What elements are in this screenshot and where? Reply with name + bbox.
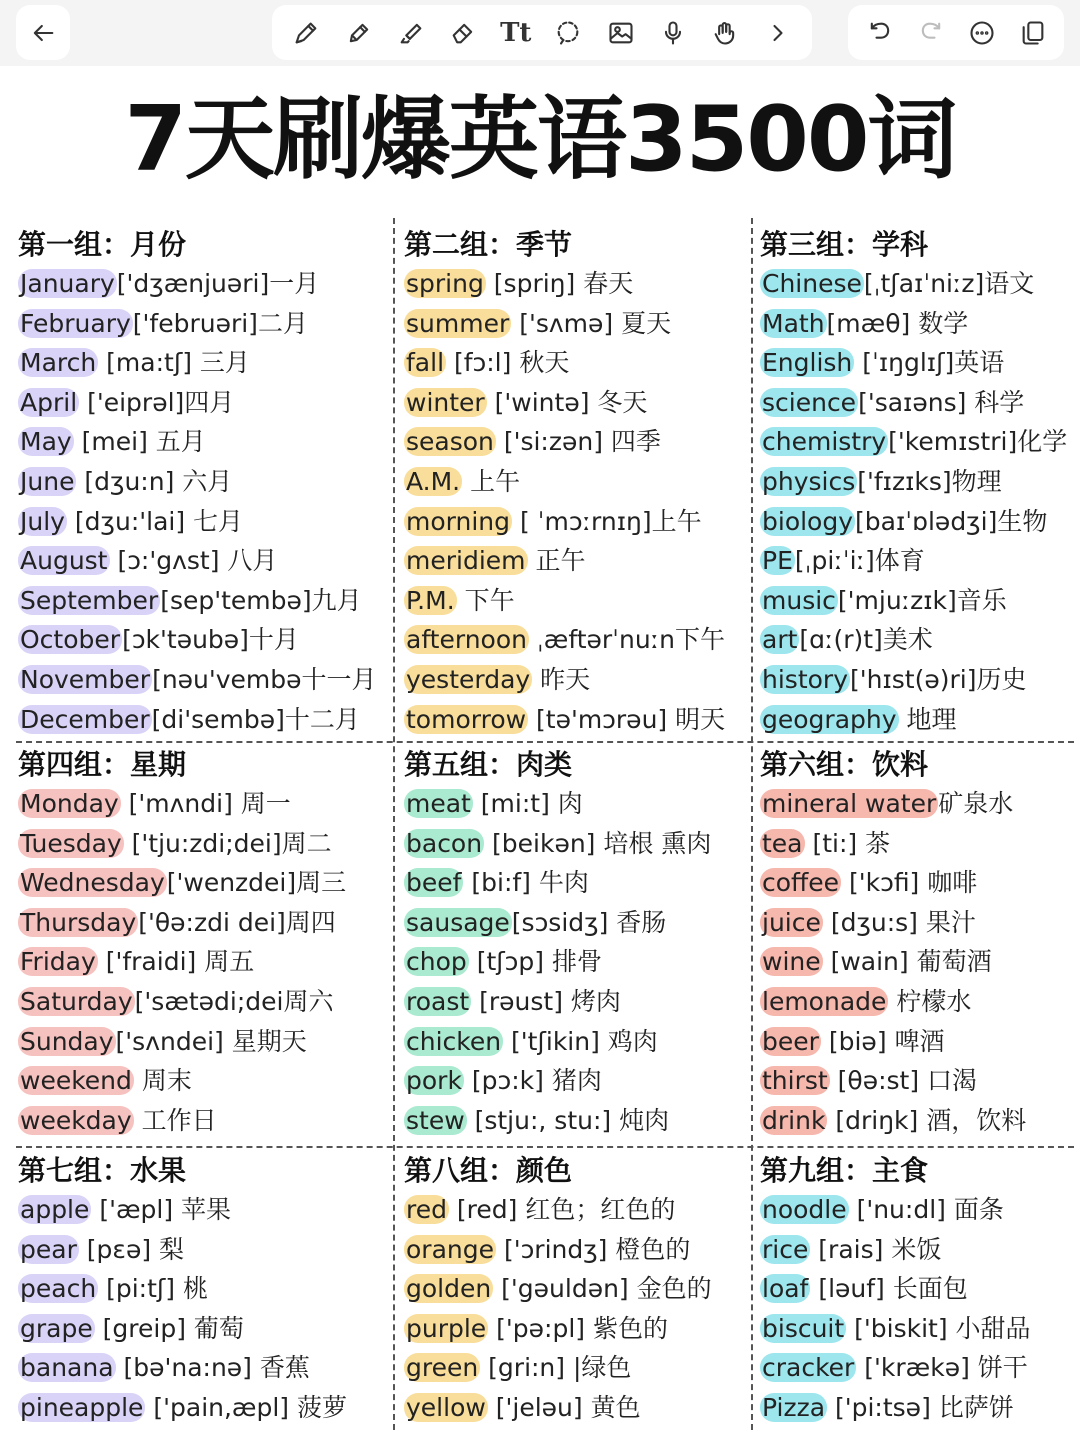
- english-word: meridiem: [406, 546, 526, 576]
- lasso-icon[interactable]: [548, 13, 588, 53]
- phonetic-and-meaning: [wain] 葡萄酒: [822, 947, 992, 977]
- vocab-entry: [18, 903, 390, 943]
- english-word: November: [20, 664, 151, 694]
- group-months: [18, 222, 390, 739]
- english-word: cracker: [762, 1353, 855, 1383]
- vocab-entry: [760, 903, 1074, 943]
- phonetic-and-meaning: [mei] 五月: [73, 427, 206, 457]
- vocab-entry: [760, 863, 1074, 903]
- group-drinks: [760, 742, 1074, 1140]
- phonetic-and-meaning: ['eiprəl]四月: [79, 387, 235, 417]
- english-word: Pizza: [762, 1392, 826, 1422]
- english-word: June: [20, 466, 75, 496]
- english-word: March: [20, 348, 97, 378]
- english-word: winter: [406, 387, 485, 417]
- word-list: [760, 784, 1074, 1140]
- vocab-entry: [18, 502, 390, 542]
- english-word: lemonade: [762, 986, 887, 1016]
- vocab-entry: [760, 1348, 1074, 1388]
- english-word: spring: [406, 269, 484, 298]
- phonetic-and-meaning: [mæθ] 数学: [826, 308, 969, 338]
- word-list: [404, 1190, 749, 1428]
- vocab-entry: [404, 1388, 749, 1428]
- vocab-entry: [18, 1309, 390, 1349]
- english-word: beer: [762, 1026, 819, 1056]
- group-title: 第三组：学科: [760, 228, 929, 261]
- phonetic-and-meaning: [baɪˈɒlədʒi]生物: [855, 506, 1048, 536]
- english-word: Wednesday: [20, 868, 165, 898]
- english-word: pork: [406, 1066, 462, 1096]
- english-word: August: [20, 546, 108, 576]
- vocab-entry: [404, 1061, 749, 1101]
- marker-icon[interactable]: [339, 13, 379, 53]
- vocab-entry: [404, 541, 749, 581]
- pen-icon[interactable]: [286, 13, 326, 53]
- group-title: 第一组：月份: [18, 228, 187, 261]
- phonetic-and-meaning: [red] 红色；红色的: [448, 1195, 676, 1224]
- phonetic-and-meaning: 昨天: [532, 664, 591, 694]
- vocab-entry: [18, 863, 390, 903]
- english-word: purple: [406, 1313, 487, 1343]
- vocab-entry: [760, 982, 1074, 1022]
- phonetic-and-meaning: ['pə:pl] 紫色的: [488, 1313, 668, 1343]
- phonetic-and-meaning: ˌæftərˈnuːn下午: [528, 625, 726, 655]
- vocab-entry: [760, 343, 1074, 383]
- english-word: peach: [20, 1274, 97, 1304]
- word-list: [18, 1190, 390, 1428]
- vocab-entry: [760, 1022, 1074, 1062]
- vocab-entry: [404, 1269, 749, 1309]
- vocab-entry: [404, 660, 749, 700]
- english-word: mineral water: [762, 789, 937, 818]
- english-word: tomorrow: [406, 704, 527, 734]
- vocab-entry: [404, 1101, 749, 1141]
- vocab-entry: [404, 343, 749, 383]
- phonetic-and-meaning: [di'sembə]十二月: [151, 704, 360, 734]
- english-word: red: [406, 1195, 447, 1224]
- group-title: 第九组：主食: [760, 1154, 929, 1187]
- english-word: music: [762, 585, 836, 615]
- vocab-entry: [18, 824, 390, 864]
- phonetic-and-meaning: 地理: [898, 704, 957, 734]
- vocab-entry: [404, 502, 749, 542]
- word-list: [18, 264, 390, 739]
- group-meats: [404, 742, 749, 1140]
- vocab-entry: [18, 1230, 390, 1270]
- group-title: 第七组：水果: [18, 1154, 187, 1187]
- phonetic-and-meaning: ['pi:tsə] 比萨饼: [827, 1392, 1014, 1422]
- phonetic-and-meaning: [rəust] 烤肉: [471, 986, 621, 1016]
- phonetic-and-meaning: [ˌpiːˈiː]体育: [794, 546, 925, 576]
- english-word: bacon: [406, 828, 483, 858]
- vocab-entry: [18, 660, 390, 700]
- vocab-entry: [18, 1388, 390, 1428]
- vocab-entry: [404, 581, 749, 621]
- group-title: 第五组：肉类: [404, 748, 573, 781]
- phonetic-and-meaning: [sɔsidʒ] 香肠: [511, 907, 667, 937]
- phonetic-and-meaning: ['krækə] 饼干: [856, 1353, 1028, 1383]
- english-word: biscuit: [762, 1313, 845, 1343]
- phonetic-and-meaning: ['sætədi;dei周六: [134, 986, 334, 1016]
- group-seasons: [404, 222, 749, 739]
- vocab-entry: [18, 581, 390, 621]
- word-list: [404, 784, 749, 1140]
- phonetic-and-meaning: ['ɔrindʒ] 橙色的: [496, 1234, 691, 1264]
- phonetic-and-meaning: [bi:f] 牛肉: [463, 868, 589, 898]
- english-word: history: [762, 664, 848, 694]
- word-list: [760, 264, 1074, 739]
- vocab-entry: [760, 1388, 1074, 1428]
- vocab-entry: [404, 903, 749, 943]
- redo-icon[interactable]: [911, 13, 951, 53]
- english-word: coffee: [762, 868, 840, 898]
- vocabulary-grid: [10, 218, 1074, 1430]
- phonetic-and-meaning: [fɔ:l] 秋天: [446, 348, 570, 378]
- vocab-entry: [18, 462, 390, 502]
- image-icon[interactable]: [601, 13, 641, 53]
- phonetic-and-meaning: [driŋk] 酒，饮料: [827, 1105, 1027, 1135]
- english-word: yellow: [406, 1392, 486, 1422]
- phonetic-and-meaning: ['æpl] 苹果: [91, 1195, 232, 1224]
- vocab-entry: [404, 422, 749, 462]
- phonetic-and-meaning: ['wenzdei]周三: [166, 868, 347, 898]
- vocab-entry: [18, 383, 390, 423]
- english-word: English: [762, 348, 853, 378]
- phonetic-and-meaning: ['jeləu] 黄色: [487, 1392, 641, 1422]
- english-word: science: [762, 387, 857, 417]
- english-word: afternoon: [406, 625, 527, 655]
- english-word: chop: [406, 947, 467, 977]
- column-divider: [393, 218, 395, 1430]
- vocab-entry: [760, 1101, 1074, 1141]
- english-word: art: [762, 625, 798, 655]
- vocab-entry: [760, 620, 1074, 660]
- phonetic-and-meaning: ['kɔfi] 咖啡: [841, 868, 978, 898]
- action-palette: [848, 5, 1064, 60]
- phonetic-and-meaning: 上午: [462, 466, 521, 496]
- vocab-entry: [18, 541, 390, 581]
- undo-icon[interactable]: [860, 13, 900, 53]
- english-word: loaf: [762, 1274, 809, 1304]
- phonetic-and-meaning: [θə:st] 口渴: [829, 1066, 978, 1096]
- english-word: October: [20, 625, 121, 655]
- english-word: rice: [762, 1234, 809, 1264]
- phonetic-and-meaning: ['θə:zdi dei]周四: [138, 907, 336, 937]
- vocab-entry: [18, 1348, 390, 1388]
- vocab-entry: [18, 1190, 390, 1230]
- group-title: 第二组：季节: [404, 228, 573, 261]
- phonetic-and-meaning: [bə'na:nə] 香蕉: [115, 1353, 310, 1383]
- english-word: morning: [406, 506, 510, 536]
- vocab-entry: [18, 264, 390, 304]
- vocab-entry: [760, 581, 1074, 621]
- phonetic-and-meaning: ['wintə] 冬天: [486, 387, 648, 417]
- phonetic-and-meaning: [dʒu:s] 果汁: [822, 907, 976, 937]
- phonetic-and-meaning: ['sʌmə] 夏天: [511, 308, 672, 338]
- vocab-entry: [760, 824, 1074, 864]
- vocab-entry: [404, 620, 749, 660]
- vocab-entry: [404, 863, 749, 903]
- vocab-entry: [18, 304, 390, 344]
- word-list: [18, 784, 390, 1140]
- english-word: Saturday: [20, 986, 133, 1016]
- microphone-icon[interactable]: [653, 13, 693, 53]
- english-word: noodle: [762, 1195, 847, 1224]
- vocab-entry: [18, 982, 390, 1022]
- group-weekdays: [18, 742, 390, 1140]
- phonetic-and-meaning: [gri:n] |绿色: [480, 1353, 632, 1383]
- vocab-entry: [404, 1309, 749, 1349]
- pages-icon[interactable]: [1013, 13, 1053, 53]
- english-word: fall: [406, 348, 445, 378]
- english-word: Math: [762, 308, 825, 338]
- phonetic-and-meaning: 下午: [456, 585, 515, 615]
- vocab-entry: [760, 422, 1074, 462]
- english-word: biology: [762, 506, 854, 536]
- vocab-entry: [18, 620, 390, 660]
- vocab-entry: [404, 264, 749, 304]
- group-fruits: [18, 1148, 390, 1428]
- vocab-entry: [18, 1269, 390, 1309]
- vocab-entry: [760, 304, 1074, 344]
- vocab-entry: [760, 942, 1074, 982]
- word-list: [404, 264, 749, 739]
- english-word: orange: [406, 1234, 494, 1264]
- english-word: Thursday: [20, 907, 137, 937]
- phonetic-and-meaning: [ti:] 茶: [804, 828, 891, 858]
- vocab-entry: [18, 1061, 390, 1101]
- english-word: apple: [20, 1195, 90, 1224]
- vocab-entry: [760, 784, 1074, 824]
- vocab-entry: [760, 660, 1074, 700]
- phonetic-and-meaning: [biə] 啤酒: [820, 1026, 945, 1056]
- toolbar: [0, 0, 1080, 66]
- phonetic-and-meaning: 正午: [527, 546, 586, 576]
- phonetic-and-meaning: [stju:, stu:] 炖肉: [466, 1105, 670, 1135]
- phonetic-and-meaning: [rais] 米饭: [810, 1234, 942, 1264]
- vocab-entry: [404, 383, 749, 423]
- eraser-icon[interactable]: [443, 13, 483, 53]
- vocab-entry: [404, 824, 749, 864]
- more-icon[interactable]: [962, 13, 1002, 53]
- vocab-entry: [760, 1190, 1074, 1230]
- vocab-entry: [404, 1022, 749, 1062]
- vocab-entry: [760, 541, 1074, 581]
- phonetic-and-meaning: ['biskit] 小甜品: [846, 1313, 1031, 1343]
- phonetic-and-meaning: [dʒu:n] 六月: [76, 466, 233, 496]
- english-word: meat: [406, 789, 471, 818]
- tool-palette: [272, 5, 812, 60]
- english-word: yesterday: [406, 664, 531, 694]
- page-title: 7天刷爆英语3500词: [124, 87, 956, 192]
- english-word: stew: [406, 1105, 465, 1135]
- highlighter-icon[interactable]: [391, 13, 431, 53]
- english-word: summer: [406, 308, 510, 338]
- group-colors: [404, 1148, 749, 1428]
- vocab-entry: [404, 1348, 749, 1388]
- english-word: Friday: [20, 947, 96, 977]
- hand-icon[interactable]: [705, 13, 745, 53]
- english-word: chicken: [406, 1026, 502, 1056]
- english-word: beef: [406, 868, 462, 898]
- phonetic-and-meaning: [ɑː(r)t]美术: [799, 625, 933, 655]
- english-word: Tuesday: [20, 828, 122, 858]
- arrow-left-icon[interactable]: [23, 13, 63, 53]
- back-button[interactable]: [16, 5, 70, 60]
- phonetic-and-meaning: ['nu:dl] 面条: [848, 1195, 1004, 1224]
- phonetic-and-meaning: [ɔk'təubə]十月: [122, 625, 299, 655]
- phonetic-and-meaning: [dʒu:'lai] 七月: [66, 506, 244, 536]
- english-word: PE: [762, 546, 793, 576]
- phonetic-and-meaning: [ˌtʃaɪˈniːz]语文: [863, 269, 1035, 298]
- phonetic-and-meaning: [mi:t] 肉: [472, 789, 583, 818]
- vocab-entry: [760, 264, 1074, 304]
- text-icon[interactable]: Tt: [500, 17, 532, 48]
- phonetic-and-meaning: ['gəuldən] 金色的: [493, 1274, 712, 1304]
- vocab-entry: [18, 1022, 390, 1062]
- english-word: September: [20, 585, 159, 615]
- vocab-entry: [760, 502, 1074, 542]
- english-word: golden: [406, 1274, 492, 1304]
- phonetic-and-meaning: ['saɪəns] 科学: [858, 387, 1025, 417]
- english-word: Sunday: [20, 1026, 114, 1056]
- english-word: thirst: [762, 1066, 828, 1096]
- phonetic-and-meaning: 柠檬水: [888, 986, 972, 1016]
- english-word: weekday: [20, 1105, 132, 1135]
- vocab-entry: [404, 942, 749, 982]
- phonetic-and-meaning: ['februəri]二月: [132, 308, 308, 338]
- english-word: physics: [762, 466, 856, 496]
- english-word: April: [20, 387, 78, 417]
- vocab-entry: [404, 982, 749, 1022]
- vocab-entry: [18, 700, 390, 740]
- phonetic-and-meaning: [sep'tembə]九月: [160, 585, 362, 615]
- english-word: February: [20, 308, 131, 338]
- word-list: [760, 1190, 1074, 1428]
- english-word: chemistry: [762, 427, 887, 457]
- phonetic-and-meaning: [nəu'vembə十一月: [152, 664, 377, 694]
- phonetic-and-meaning: ['dʒænjuəri]一月: [116, 269, 320, 298]
- phonetic-and-meaning: ['mʌndi] 周一: [120, 789, 291, 818]
- vocab-entry: [404, 1190, 749, 1230]
- phonetic-and-meaning: [pɛə] 梨: [78, 1234, 185, 1264]
- vocab-entry: [404, 304, 749, 344]
- phonetic-and-meaning: [pɔ:k] 猪肉: [463, 1066, 602, 1096]
- phonetic-and-meaning: [spriŋ] 春天: [485, 269, 634, 298]
- english-word: season: [406, 427, 494, 457]
- vocab-entry: [760, 383, 1074, 423]
- phonetic-and-meaning: ['fɪzɪks]物理: [857, 466, 1002, 496]
- phonetic-and-meaning: ['si:zən] 四季: [495, 427, 661, 457]
- english-word: grape: [20, 1313, 93, 1343]
- phonetic-and-meaning: [ɔ:'gʌst] 八月: [109, 546, 278, 576]
- english-word: May: [20, 427, 72, 457]
- phonetic-and-meaning: 工作日: [133, 1105, 217, 1135]
- english-word: green: [406, 1353, 479, 1383]
- phonetic-and-meaning: 矿泉水: [938, 789, 1014, 818]
- vocab-entry: [760, 1309, 1074, 1349]
- vocab-entry: [18, 1101, 390, 1141]
- english-word: pear: [20, 1234, 77, 1264]
- english-word: tea: [762, 828, 803, 858]
- phonetic-and-meaning: ['pain,æpl] 菠萝: [145, 1392, 348, 1422]
- phonetic-and-meaning: [greip] 葡萄: [94, 1313, 244, 1343]
- group-title: 第四组：星期: [18, 748, 187, 781]
- vocab-entry: [404, 462, 749, 502]
- vocab-entry: [760, 1230, 1074, 1270]
- english-word: drink: [762, 1105, 826, 1135]
- english-word: P.M.: [406, 585, 455, 615]
- vocab-entry: [18, 343, 390, 383]
- vocab-entry: [760, 462, 1074, 502]
- phonetic-and-meaning: ['tʃikin] 鸡肉: [503, 1026, 658, 1056]
- phonetic-and-meaning: ['fraidi] 周五: [97, 947, 255, 977]
- english-word: A.M.: [406, 466, 461, 496]
- english-word: December: [20, 704, 150, 734]
- phonetic-and-meaning: ['tju:zdi;dei]周二: [123, 828, 332, 858]
- english-word: wine: [762, 947, 821, 977]
- phonetic-and-meaning: [ləuf] 长面包: [810, 1274, 968, 1304]
- chevron-right-icon[interactable]: [758, 13, 798, 53]
- phonetic-and-meaning: ['kemɪstri]化学: [888, 427, 1068, 457]
- english-word: January: [20, 269, 115, 298]
- phonetic-and-meaning: [ ˈmɔːrnɪŋ]上午: [512, 506, 702, 536]
- english-word: geography: [762, 704, 897, 734]
- group-staple-foods: [760, 1148, 1074, 1428]
- phonetic-and-meaning: [pi:tʃ] 桃: [98, 1274, 209, 1304]
- english-word: juice: [762, 907, 821, 937]
- vocab-entry: [760, 1269, 1074, 1309]
- english-word: weekend: [20, 1066, 132, 1096]
- vocab-entry: [760, 700, 1074, 740]
- vocab-entry: [18, 422, 390, 462]
- group-title: 第八组：颜色: [404, 1154, 573, 1187]
- vocab-entry: [18, 784, 390, 824]
- vocab-entry: [404, 1230, 749, 1270]
- phonetic-and-meaning: 周末: [133, 1066, 192, 1096]
- english-word: Chinese: [762, 269, 862, 298]
- vocab-entry: [404, 700, 749, 740]
- phonetic-and-meaning: ['hɪst(ə)ri]历史: [850, 664, 1027, 694]
- phonetic-and-meaning: [ma:tʃ] 三月: [98, 348, 250, 378]
- group-subjects: [760, 222, 1074, 739]
- column-divider: [751, 218, 753, 1430]
- english-word: banana: [20, 1353, 114, 1383]
- english-word: Monday: [20, 789, 119, 818]
- phonetic-and-meaning: [ˈɪŋglɪʃ]英语: [854, 348, 1005, 378]
- english-word: roast: [406, 986, 470, 1016]
- english-word: pineapple: [20, 1392, 144, 1422]
- phonetic-and-meaning: ['sʌndei] 星期天: [115, 1026, 307, 1056]
- phonetic-and-meaning: ['mjuːzɪk]音乐: [837, 585, 1007, 615]
- vocab-entry: [404, 784, 749, 824]
- phonetic-and-meaning: [beikən] 培根 熏肉: [484, 828, 712, 858]
- vocab-entry: [760, 1061, 1074, 1101]
- phonetic-and-meaning: [tʃɔp] 排骨: [468, 947, 602, 977]
- phonetic-and-meaning: [tə'mɔrəu] 明天: [528, 704, 726, 734]
- english-word: sausage: [406, 907, 510, 937]
- group-title: 第六组：饮料: [760, 748, 929, 781]
- vocab-entry: [18, 942, 390, 982]
- english-word: July: [20, 506, 65, 536]
